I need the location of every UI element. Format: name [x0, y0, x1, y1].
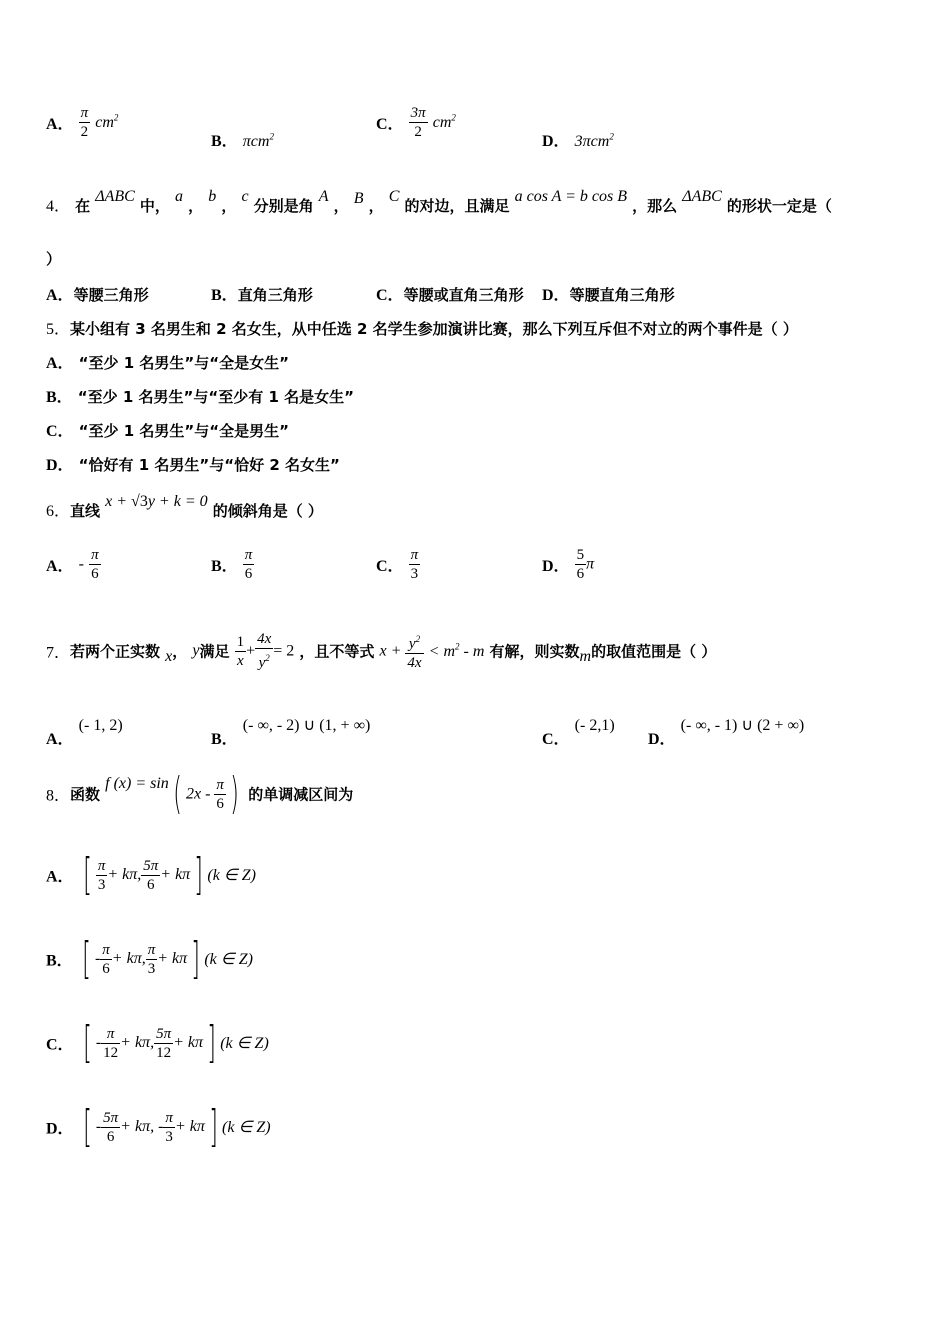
q4-close-paren: ） [46, 250, 62, 268]
q3-option-b: B． πcm$^2$ [211, 131, 274, 150]
question-number: 7． [46, 644, 71, 662]
q5-option-a: A． “至少 1 名男生”与“全是女生” [46, 354, 289, 372]
fraction: $\frac{\pi}{2}$ [80, 105, 89, 140]
q8-option-d: D． [ - $\frac{5\pi}{6}$ + kπ, - $\frac{\pi}{3}$ + kπ] (k ∈ Z) [46, 1101, 271, 1152]
q8-option-c: C． [ - $\frac{\pi}{12}$ + kπ, $\frac{5\pi}{12}$ + kπ] (k ∈ Z) [46, 1017, 269, 1068]
q4-option-c: C．等腰或直角三角形 [376, 286, 524, 304]
triangle-symbol: ΔABC [95, 188, 135, 205]
unit: $cm^2$ [432, 112, 456, 132]
q3-option-a [46, 104, 118, 141]
q5-stem: 5．某小组有 3 名男生和 2 名女生，从中任选 2 名学生参加演讲比赛，那么下列互斥但不对立的两个事件是（ ） [46, 320, 798, 338]
question-number: 6． [46, 503, 71, 520]
inequality: x + $\frac{y^2}{4x}$ < $m^2$ - m [380, 641, 490, 660]
option-label: A． [46, 116, 74, 133]
q3-option-d: D． 3πcm$^2$ [542, 131, 614, 150]
question-number: 4． [46, 198, 71, 215]
expression: πcm$^2$ [242, 131, 274, 150]
fraction: $\frac{3\pi}{2}$ [410, 105, 426, 140]
function-expression: f (x) = sin( 2x - $\frac{\pi}{6}$ ) [105, 768, 239, 819]
q7-option-a: A． (- 1, 2) [46, 717, 123, 748]
q4-option-b: B．直角三角形 [211, 286, 313, 304]
q7-option-d: D． (- ∞, - 1) ∪ (2 + ∞) [648, 717, 805, 748]
q5-option-b: B． “至少 1 名男生”与“至少有 1 名是女生” [46, 388, 354, 406]
q7-option-b: B． (- ∞, - 2) ∪ (1, + ∞) [211, 717, 371, 748]
question-number: 8． [46, 787, 71, 805]
unit: $cm^2$ [95, 112, 119, 132]
q3-option-c: C． $\frac{3\pi}{2}$ $cm^2$ [376, 105, 456, 140]
q4-option-d: D．等腰直角三角形 [542, 286, 675, 304]
q6-option-d: D． $\frac{5}{6}$ π [542, 547, 595, 582]
q6-option-c: C． $\frac{\pi}{3}$ [376, 547, 419, 582]
constraint-equation: $\frac{1}{x}$ + $\frac{4x}{y^2}$ = 2 [236, 631, 295, 671]
q8-stem: 8．函数 f (x) = sin( 2x - $\frac{\pi}{6}$ ) 的单调减区间为 [46, 768, 354, 819]
q6-option-a: A． - $\frac{\pi}{6}$ [46, 547, 99, 582]
q8-option-b: B． [ - $\frac{\pi}{6}$ + kπ, $\frac{\pi}{3}$ + kπ] (k ∈ Z) [46, 933, 253, 984]
q6-option-b: B． $\frac{\pi}{6}$ [211, 547, 253, 582]
q5-option-c: C． “至少 1 名男生”与“全是男生” [46, 422, 289, 440]
q8-option-a: A． [ $\frac{\pi}{3}$ + kπ, $\frac{5\pi}{6}$ + kπ] (k ∈ Z) [46, 849, 256, 900]
q7-option-c: C． (- 2,1) [542, 717, 615, 748]
q7-stem: 7．若两个正实数 x， y满足 $\frac{1}{x}$ + $\frac{4x}{y^2}$ = 2 ，且不等式 x + $\frac{y^2}{4x}$ < $m^2$ - m 有解，则实数m的取值范围是（ ） [46, 631, 717, 671]
line-equation: x + √3y + k = 0 [105, 493, 208, 510]
q5-option-d: D． “恰好有 1 名男生”与“恰好 2 名女生” [46, 456, 340, 474]
condition-equation: a cos A = b cos B [514, 188, 628, 205]
triangle-symbol: ΔABC [682, 188, 722, 205]
question-number: 5． [46, 321, 71, 338]
q4-option-a: A．等腰三角形 [46, 286, 149, 304]
q6-stem: 6．直线 x + √3y + k = 0 的倾斜角是（ ） [46, 493, 323, 520]
expression: 3πcm$^2$ [574, 131, 614, 150]
q4-stem: 4． 在 ΔABC 中， a ， b ， c 分别是角 A ， B ， C 的对边，且满足 a cos A = b cos B ，那么 ΔABC 的形状一定是（ [46, 188, 832, 215]
